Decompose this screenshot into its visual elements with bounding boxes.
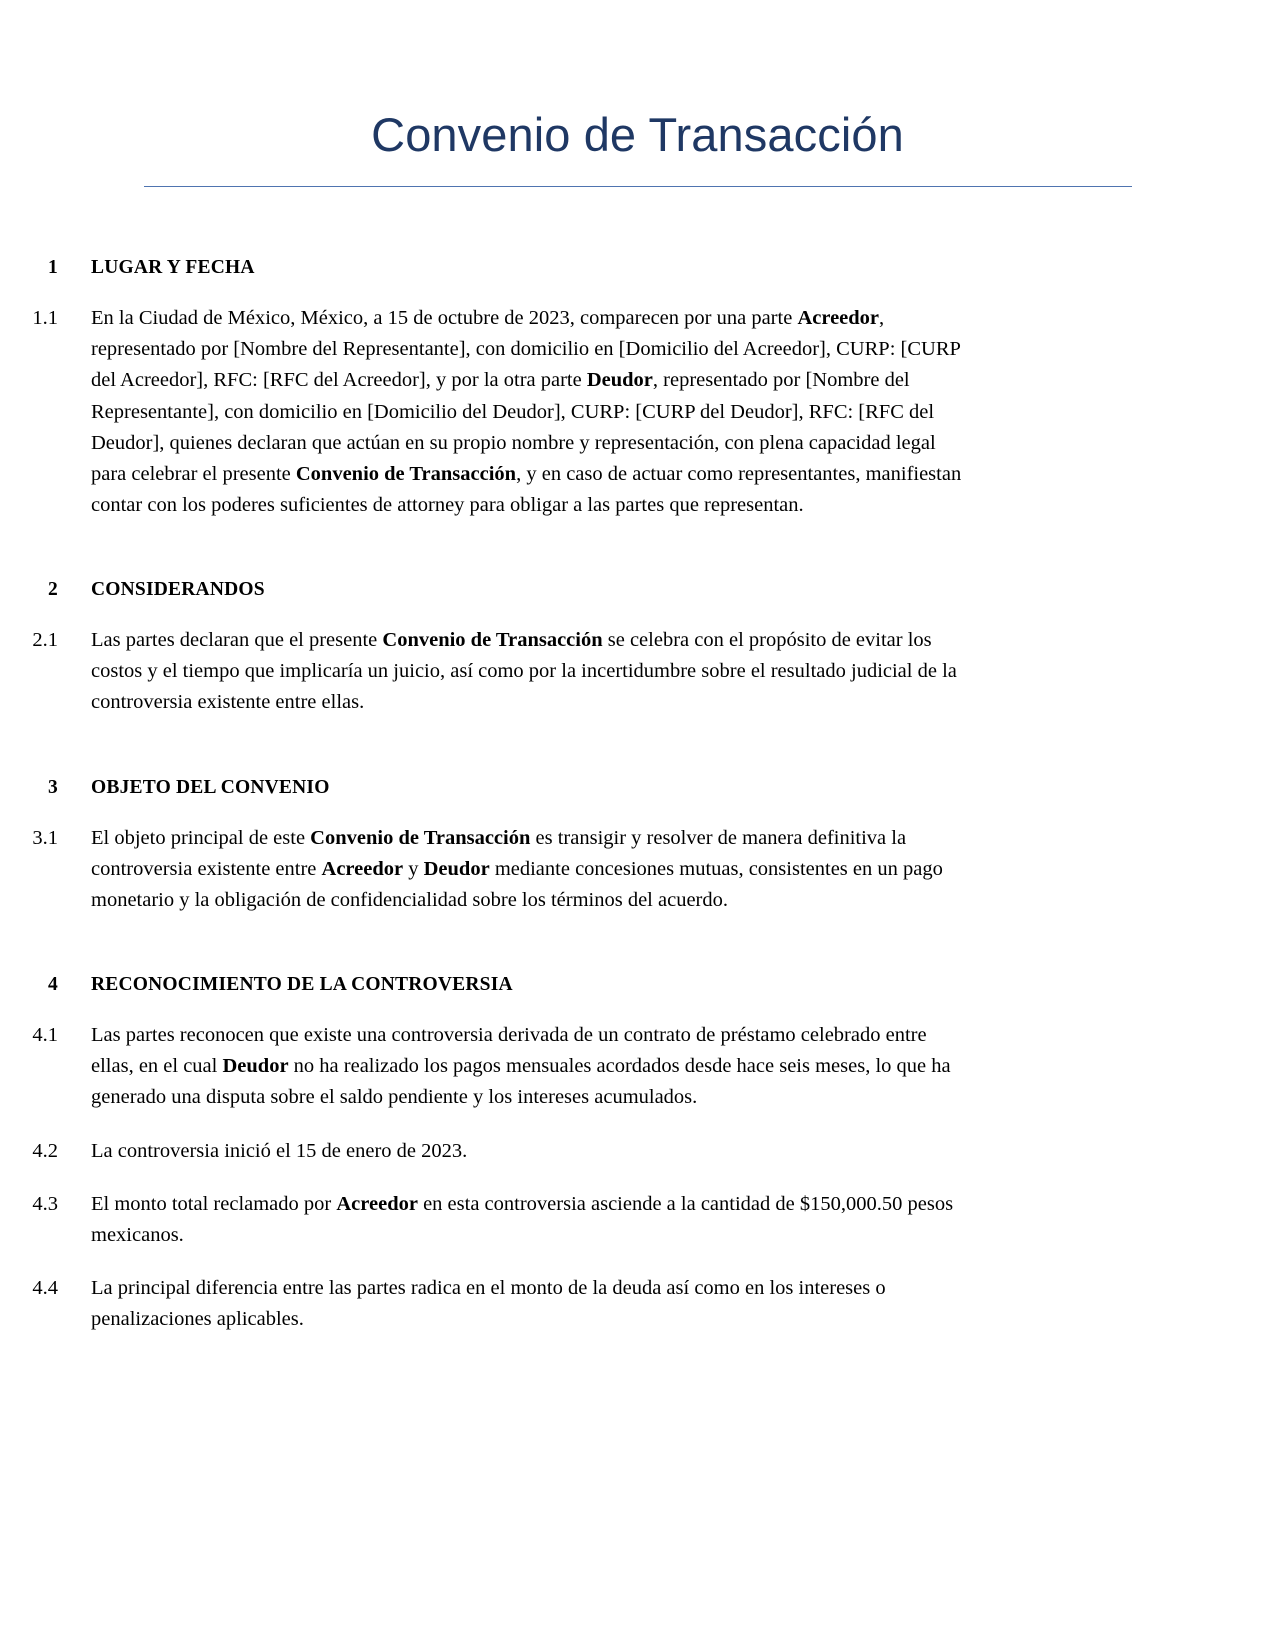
clause [0,1189,1275,1251]
clause-text [58,303,971,521]
section-heading-label: RECONOCIMIENTO DE LA CONTROVERSIA [91,974,513,996]
emphasis-term: Acreedor [336,1192,418,1215]
clause-text [58,823,971,916]
text-run: , representado por [Nombre del Representante], con domicilio en [Domicilio del Deudor], CURP: [CURP del Deudor], RFC: [RFC del Deudor], quienes declaran que actúan en su propio nombre y representación, con plena capacidad legal para celebrar el presente [91,369,936,485]
document-body [0,257,1275,1335]
text-run: Las partes reconocen que existe una controversia derivada de un contrato de préstamo celebrado entre ellas, en el cual [91,1024,927,1078]
clause-number: 3.1 [32,826,58,849]
emphasis-term: Convenio de Transacción [310,826,531,849]
section [0,257,1275,521]
section-heading-label: OBJETO DEL CONVENIO [91,776,330,798]
section [0,974,1275,1335]
section-heading-label: LUGAR Y FECHA [91,257,255,279]
clause [0,1273,1275,1335]
section-body [0,625,1275,718]
clause [0,303,1275,521]
text-run: en esta controversia asciende a la cantidad de $150,000.50 pesos mexicanos. [91,1192,954,1246]
section-number: 2 [48,579,58,601]
text-run: La principal diferencia entre las partes radica en el monto de la deuda así como en los intereses o penalizaciones aplicables. [91,1277,886,1331]
clause-number: 4.4 [32,1277,58,1300]
section-number: 4 [48,974,58,996]
text-run: y [403,857,424,880]
text-run: , y en caso de actuar como representantes, manifiestan contar con los poderes suficientes de attorney para obligar a las partes que representan. [91,462,962,516]
emphasis-term: Convenio de Transacción [382,629,603,652]
emphasis-term: Deudor [222,1055,289,1078]
section-heading-label: CONSIDERANDOS [91,579,265,601]
clause [0,823,1275,916]
clause-number: 4.2 [32,1139,58,1162]
clause-text [58,1189,971,1251]
text-run: no ha realizado los pagos mensuales acordados desde hace seis meses, lo que ha generado una disputa sobre el saldo pendiente y los intereses acumulados. [91,1055,951,1109]
text-run: Las partes declaran que el presente [91,629,383,652]
section [0,579,1275,718]
text-run: En la Ciudad de México, México, a 15 de octubre de 2023, comparecen por una parte [91,307,798,330]
title-divider [144,186,1132,187]
section-body [0,303,1275,521]
section-number: 1 [48,257,58,279]
section-heading [0,777,1275,799]
section-heading [0,974,1275,996]
emphasis-term: Acreedor [797,307,880,330]
emphasis-term: Convenio de Transacción [295,462,517,485]
section-body [0,823,1275,916]
text-run: mediante concesiones mutuas, consistentes en un pago monetario y la obligación de confidencialidad sobre los términos del acuerdo. [91,857,943,911]
text-run: El objeto principal de este [91,826,311,849]
emphasis-term: Deudor [586,369,653,392]
clause-number: 2.1 [32,629,58,652]
section-number: 3 [48,776,58,798]
clause-text [58,625,971,718]
clause-number: 4.3 [32,1192,58,1215]
text-run: es transigir y resolver de manera definitiva la controversia existente entre [91,826,907,880]
emphasis-term: Deudor [423,857,490,880]
clause [0,625,1275,718]
section-heading [0,579,1275,601]
text-run: se celebra con el propósito de evitar los costos y el tiempo que implicaría un juicio, así como por la incertidumbre sobre el resultado judicial de la controversia existente entre ellas. [91,629,957,714]
emphasis-term: Acreedor [321,857,404,880]
clause-text [58,1020,971,1113]
section-heading [0,257,1275,279]
text-run: , representado por [Nombre del Representante], con domicilio en [Domicilio del Acreedor], CURP: [CURP del Acreedor], RFC: [RFC del Acreedor], y por la otra parte [91,307,961,392]
clause-number: 1.1 [32,307,58,330]
clause-text [58,1273,971,1335]
page-title: Convenio de Transacción [371,108,904,161]
text-run: El monto total reclamado por [91,1192,337,1215]
section [0,777,1275,916]
section-body [0,1020,1275,1335]
clause [0,1020,1275,1113]
clause-number: 4.1 [32,1024,58,1047]
clause [0,1136,1275,1167]
clause-text [58,1136,971,1167]
text-run: La controversia inició el 15 de enero de 2023. [91,1139,468,1162]
